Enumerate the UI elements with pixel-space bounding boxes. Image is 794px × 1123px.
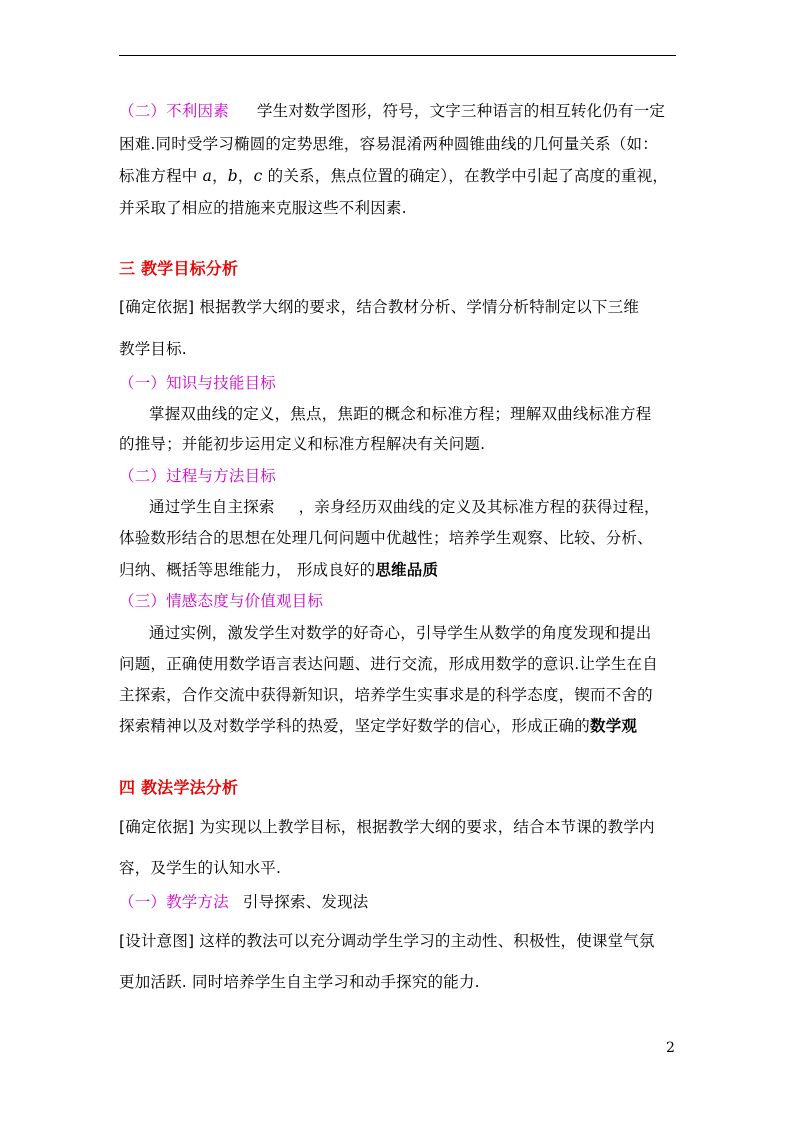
para-line: [119, 716, 637, 736]
para-line: [119, 560, 438, 580]
para-line: 困难.同时受学习椭圆的定势思维，容易混淆两种圆锥曲线的几何量关系（如：: [119, 135, 658, 153]
text-run: 的关系，焦点位置的确定），在教学中引起了高度的重视，: [262, 167, 669, 185]
para-line: 容，及学生的认知水平.: [119, 859, 282, 877]
para-line: 并采取了相应的措施来克服这些不利因素.: [119, 199, 407, 217]
para-line: [119, 166, 668, 186]
text-run: 归纳、概括等思维能力， 形成良好的: [119, 561, 376, 579]
var-b: b: [227, 167, 238, 185]
para-line: [119, 297, 639, 317]
section-heading-goals: 三 教学目标分析: [119, 259, 239, 278]
para-line: 问题，正确使用数学语言表达问题、进行交流，形成用数学的意识.让学生在自: [119, 655, 658, 673]
para-line: 的推导；并能初步运用定义和标准方程解决有关问题.: [119, 435, 486, 453]
text-run: ，: [212, 167, 228, 185]
text-run: 为实现以上教学目标，根据教学大纲的要求，结合本节课的教学内: [194, 818, 655, 836]
text-run: 探索精神以及对数学学科的热爱，坚定学好数学的信心，形成正确的: [119, 717, 591, 735]
para-line: 体验数形结合的思想在处理几何问题中优越性；培养学生观察、比较、分析、: [119, 529, 653, 547]
para-line: 主探索，合作交流中获得新知识，培养学生实事求是的科学态度，锲而不舍的: [119, 686, 653, 704]
text-run: 引导探索、发现法: [242, 893, 369, 911]
page-number: 2: [666, 1040, 675, 1056]
para-line: [149, 497, 660, 517]
para-line: [119, 817, 655, 837]
section-heading-methods: 四 教法学法分析: [119, 778, 239, 797]
subheading-attitude: （三）情感态度与价值观目标: [119, 592, 324, 610]
para-line: 通过实例，激发学生对数学的好奇心，引导学生从数学的角度发现和提出: [149, 624, 652, 642]
var-a: a: [202, 167, 213, 185]
text-run: 学生对数学图形，符号，文字三种语言的相互转化仍有一定: [256, 102, 666, 120]
subheading-unfavorable: （二）不利因素: [119, 102, 229, 120]
var-c: c: [253, 167, 263, 185]
text-run: ，亲身经历双曲线的定义及其标准方程的获得过程，: [298, 498, 660, 516]
para-line: [119, 892, 369, 912]
para-line: [119, 101, 665, 121]
basis-label: [确定依据]: [119, 298, 195, 316]
basis-label: [确定依据]: [119, 818, 195, 836]
para-line: [119, 931, 655, 951]
text-run: 这样的教法可以充分调动学生学习的主动性、积极性，使课堂气氛: [194, 932, 655, 950]
text-run: 通过学生自主探索: [149, 498, 275, 516]
design-label: [设计意图]: [119, 932, 195, 950]
subheading-method: （一）教学方法: [119, 893, 229, 911]
header-rule: [119, 55, 676, 56]
bold-term: 数学观: [590, 717, 638, 735]
para-line: 掌握双曲线的定义，焦点，焦距的概念和标准方程；理解双曲线标准方程: [149, 405, 652, 423]
text-run: 根据教学大纲的要求，结合教材分析、学情分析特制定以下三维: [194, 298, 640, 316]
bold-term: 思维品质: [375, 561, 439, 579]
text-run: ，: [237, 167, 254, 185]
para-line: 更加活跃. 同时培养学生自主学习和动手探究的能力.: [119, 973, 480, 991]
para-line: 教学目标.: [119, 340, 187, 358]
text-run: 标准方程中: [119, 167, 203, 185]
subheading-knowledge: （一）知识与技能目标: [119, 374, 277, 392]
subheading-process: （二）过程与方法目标: [119, 467, 277, 485]
